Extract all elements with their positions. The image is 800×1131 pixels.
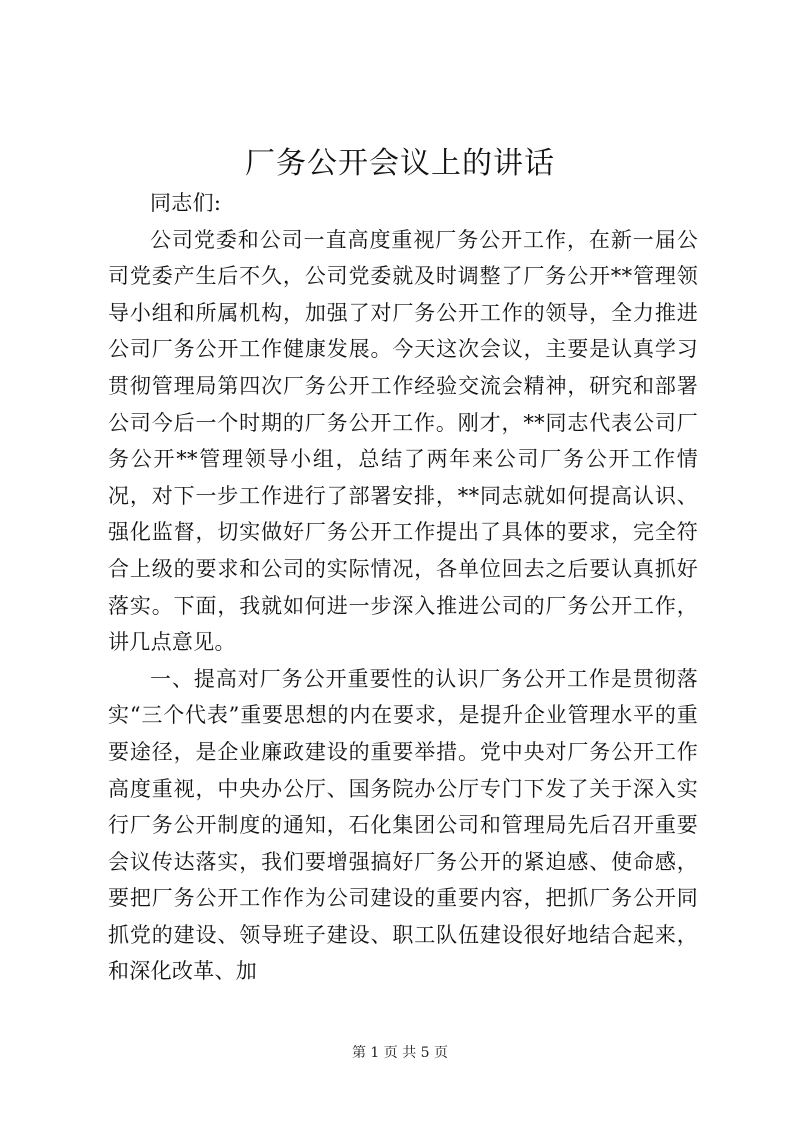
body-paragraph: 公司党委和公司一直高度重视厂务公开工作，在新一届公司党委产生后不久，公司党委就及时调整了厂务公开**管理领导小组和所属机构，加强了对厂务公开工作的领导，全力推进公司厂务公开工作健康发展。今天这次会议，主要是认真学习贯彻管理局第四次厂务公开工作经验交流会精神，研究和部署公司今后一个时期的厂务公开工作。刚才，**同志代表公司厂务公开**管理领导小组，总结了两年来公司厂务公开工作情况，对下一步工作进行了部署安排，**同志就如何提高认识、强化监督，切实做好厂务公开工作提出了具体的要求，完全符合上级的要求和公司的实际情况，各单位回去之后要认真抓好落实。下面，我就如何进一步深入推进公司的厂务公开工作，讲几点意见。 — [108, 227, 698, 655]
document-body — [108, 185, 698, 990]
salutation: 同志们: — [150, 191, 222, 215]
page-footer: 第 1 页 共 5 页 — [351, 1045, 449, 1061]
body-paragraph: 一、提高对厂务公开重要性的认识厂务公开工作是贯彻落实“三个代表”重要思想的内在要求，是提升企业管理水平的重要途径，是企业廉政建设的重要举措。党中央对厂务公开工作高度重视，中央办公厅、国务院办公厅专门下发了关于深入实行厂务公开制度的通知，石化集团公司和管理局先后召开重要会议传达落实，我们要增强搞好厂务公开的紧迫感、使命感，要把厂务公开工作作为公司建设的重要内容，把抓厂务公开同抓党的建设、领导班子建设、职工队伍建设很好地结合起来，和深化改革、加 — [108, 666, 698, 984]
document-title: 厂务公开会议上的讲话 — [245, 146, 555, 181]
